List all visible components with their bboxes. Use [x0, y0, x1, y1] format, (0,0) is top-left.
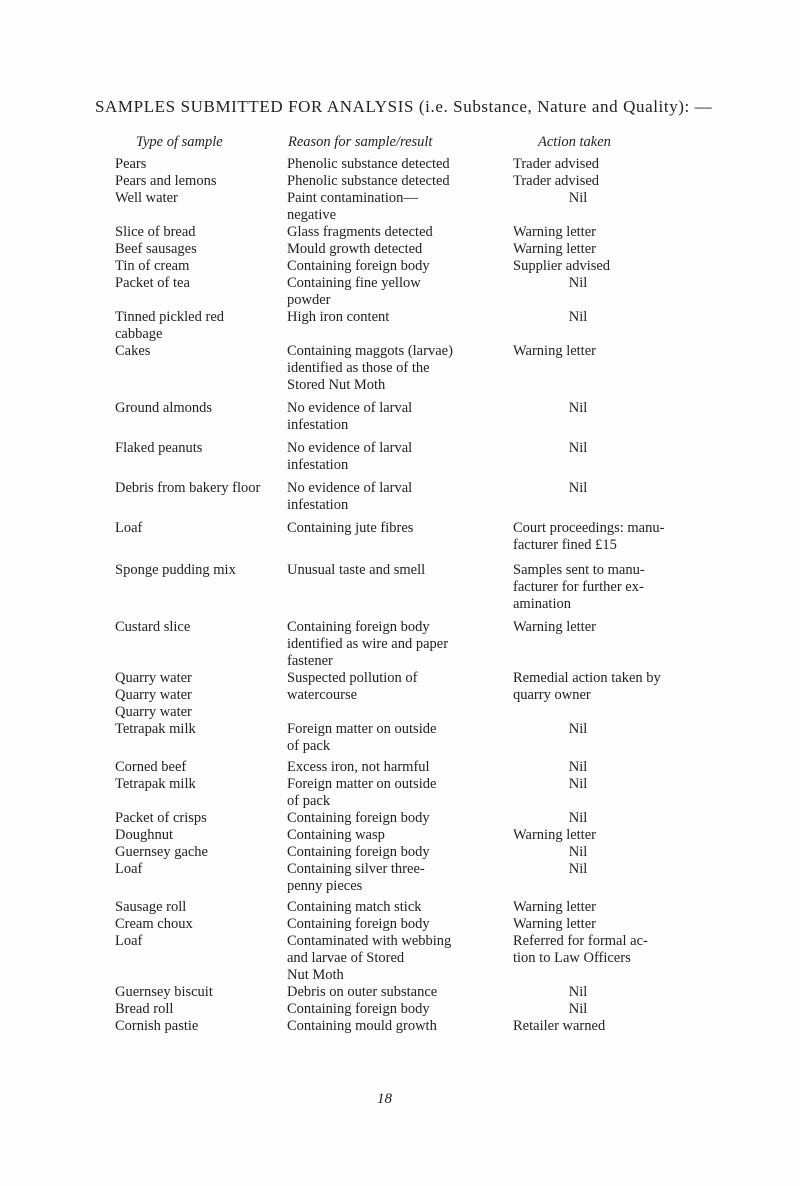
- page-title: SAMPLES SUBMITTED FOR ANALYSIS (i.e. Substance, Nature and Quality): —: [95, 97, 713, 116]
- reason-result-cell: Containing mould growth: [287, 1018, 437, 1034]
- reason-result-cell: Debris on outer substance: [287, 984, 438, 1000]
- sample-type-cell: Custard slice: [115, 619, 191, 635]
- action-taken-cell: Warning letter: [513, 343, 596, 359]
- action-taken-cell: Nil: [568, 984, 588, 1000]
- table-row: [115, 480, 795, 514]
- action-taken-cell: Trader advised: [513, 173, 600, 189]
- reason-result-cell: Containing foreign body: [287, 916, 430, 932]
- table-row: [115, 827, 795, 844]
- table-row: [115, 343, 795, 394]
- table-row: [115, 562, 795, 613]
- sample-type-cell: Doughnut: [115, 827, 173, 843]
- table-row: [115, 670, 795, 721]
- table-row: [115, 173, 795, 190]
- sample-type-cell: Tetrapak milk: [115, 776, 196, 792]
- action-taken-cell: Nil: [568, 861, 588, 877]
- table-row: [115, 759, 795, 776]
- sample-type-cell: Ground almonds: [115, 400, 213, 416]
- reason-result-cell: Containing foreign body identified as wire and paper fastener: [287, 619, 449, 669]
- reason-result-cell: High iron content: [287, 309, 390, 325]
- reason-result-cell: Phenolic substance detected: [287, 173, 450, 189]
- column-header-reason: Reason for sample/result: [288, 134, 433, 150]
- table-row: [115, 721, 795, 755]
- action-taken-cell: Retailer warned: [513, 1018, 606, 1034]
- table-row: [115, 619, 795, 670]
- reason-result-cell: Containing maggots (larvae) identified as those of the Stored Nut Moth: [287, 343, 453, 393]
- table-row: [115, 810, 795, 827]
- reason-result-cell: Unusual taste and smell: [287, 562, 426, 578]
- reason-result-cell: Glass fragments detected: [287, 224, 433, 240]
- reason-result-cell: Foreign matter on outside of pack: [287, 776, 437, 809]
- sample-type-cell: Bread roll: [115, 1001, 174, 1017]
- sample-type-cell: Loaf: [115, 933, 143, 949]
- sample-type-cell: Debris from bakery floor: [115, 480, 261, 496]
- action-taken-cell: Warning letter: [513, 916, 596, 932]
- action-taken-cell: Samples sent to manu- facturer for further ex- amination: [513, 562, 645, 612]
- table-row: [115, 844, 795, 861]
- sample-type-cell: Cornish pastie: [115, 1018, 199, 1034]
- reason-result-cell: Containing fine yellow powder: [287, 275, 421, 308]
- reason-result-cell: No evidence of larval infestation: [287, 400, 413, 433]
- reason-result-cell: Containing foreign body: [287, 810, 430, 826]
- reason-result-cell: No evidence of larval infestation: [287, 480, 413, 513]
- table-row: [115, 440, 795, 474]
- reason-result-cell: Foreign matter on outside of pack: [287, 721, 437, 754]
- action-taken-cell: Nil: [568, 480, 588, 496]
- sample-type-cell: Pears and lemons: [115, 173, 217, 189]
- table-row: [115, 520, 795, 554]
- reason-result-cell: Suspected pollution of watercourse: [287, 670, 418, 703]
- table-row: [115, 984, 795, 1001]
- action-taken-cell: Nil: [568, 776, 588, 792]
- sample-type-cell: Well water: [115, 190, 178, 206]
- action-taken-cell: Nil: [568, 275, 588, 291]
- table-row: [115, 258, 795, 275]
- action-taken-cell: Referred for formal ac- tion to Law Officers: [513, 933, 648, 966]
- reason-result-cell: Containing foreign body: [287, 844, 430, 860]
- reason-result-cell: Containing foreign body: [287, 1001, 430, 1017]
- table-row: [115, 933, 795, 984]
- action-taken-cell: Warning letter: [513, 827, 596, 843]
- sample-type-cell: Tetrapak milk: [115, 721, 196, 737]
- sample-type-cell: Slice of bread: [115, 224, 196, 240]
- table-row: [115, 224, 795, 241]
- action-taken-cell: Nil: [568, 440, 588, 456]
- action-taken-cell: Warning letter: [513, 619, 596, 635]
- sample-type-cell: Pears: [115, 156, 147, 172]
- table-row: [115, 190, 795, 224]
- action-taken-cell: Remedial action taken by quarry owner: [513, 670, 661, 703]
- reason-result-cell: Phenolic substance detected: [287, 156, 450, 172]
- table-row: [115, 861, 795, 895]
- action-taken-cell: Warning letter: [513, 224, 596, 240]
- sample-type-cell: Tin of cream: [115, 258, 190, 274]
- reason-result-cell: Contaminated with webbing and larvae of Stored Nut Moth: [287, 933, 452, 983]
- table-row: [115, 776, 795, 810]
- table-row: [115, 1018, 795, 1035]
- action-taken-cell: Trader advised: [513, 156, 600, 172]
- table-row: [115, 309, 795, 343]
- sample-type-cell: Beef sausages: [115, 241, 197, 257]
- table-row: [115, 899, 795, 916]
- sample-type-cell: Tinned pickled red cabbage: [115, 309, 225, 342]
- sample-type-cell: Guernsey gache: [115, 844, 208, 860]
- page-number: 18: [377, 1091, 392, 1107]
- table-row: [115, 1001, 795, 1018]
- samples-table: [115, 156, 795, 1035]
- table-row: [115, 916, 795, 933]
- reason-result-cell: Containing silver three- penny pieces: [287, 861, 425, 894]
- sample-type-cell: Corned beef: [115, 759, 187, 775]
- sample-type-cell: Cakes: [115, 343, 151, 359]
- action-taken-cell: Nil: [568, 844, 588, 860]
- action-taken-cell: Warning letter: [513, 899, 596, 915]
- sample-type-cell: Sponge pudding mix: [115, 562, 236, 578]
- sample-type-cell: Packet of crisps: [115, 810, 207, 826]
- sample-type-cell: Loaf: [115, 861, 143, 877]
- action-taken-cell: Supplier advised: [513, 258, 611, 274]
- table-row: [115, 275, 795, 309]
- sample-type-cell: Cream choux: [115, 916, 193, 932]
- action-taken-cell: Warning letter: [513, 241, 596, 257]
- table-row: [115, 156, 795, 173]
- sample-type-cell: Packet of tea: [115, 275, 190, 291]
- action-taken-cell: Nil: [568, 721, 588, 737]
- reason-result-cell: Containing jute fibres: [287, 520, 414, 536]
- reason-result-cell: No evidence of larval infestation: [287, 440, 413, 473]
- sample-type-cell: Sausage roll: [115, 899, 187, 915]
- reason-result-cell: Containing foreign body: [287, 258, 430, 274]
- table-row: [115, 400, 795, 434]
- table-row: [115, 241, 795, 258]
- reason-result-cell: Paint contamination— negative: [287, 190, 418, 223]
- reason-result-cell: Excess iron, not harmful: [287, 759, 430, 775]
- sample-type-cell: Flaked peanuts: [115, 440, 203, 456]
- reason-result-cell: Containing wasp: [287, 827, 385, 843]
- column-header-type: Type of sample: [136, 134, 223, 150]
- action-taken-cell: Nil: [568, 309, 588, 325]
- column-header-action: Action taken: [538, 134, 611, 150]
- sample-type-cell: Quarry water Quarry water Quarry water: [115, 670, 192, 720]
- action-taken-cell: Nil: [568, 1001, 588, 1017]
- action-taken-cell: Nil: [568, 759, 588, 775]
- action-taken-cell: Nil: [568, 810, 588, 826]
- sample-type-cell: Guernsey biscuit: [115, 984, 213, 1000]
- action-taken-cell: Nil: [568, 400, 588, 416]
- sample-type-cell: Loaf: [115, 520, 143, 536]
- action-taken-cell: Court proceedings: manu- facturer fined £15: [513, 520, 665, 553]
- reason-result-cell: Containing match stick: [287, 899, 422, 915]
- action-taken-cell: Nil: [568, 190, 588, 206]
- reason-result-cell: Mould growth detected: [287, 241, 423, 257]
